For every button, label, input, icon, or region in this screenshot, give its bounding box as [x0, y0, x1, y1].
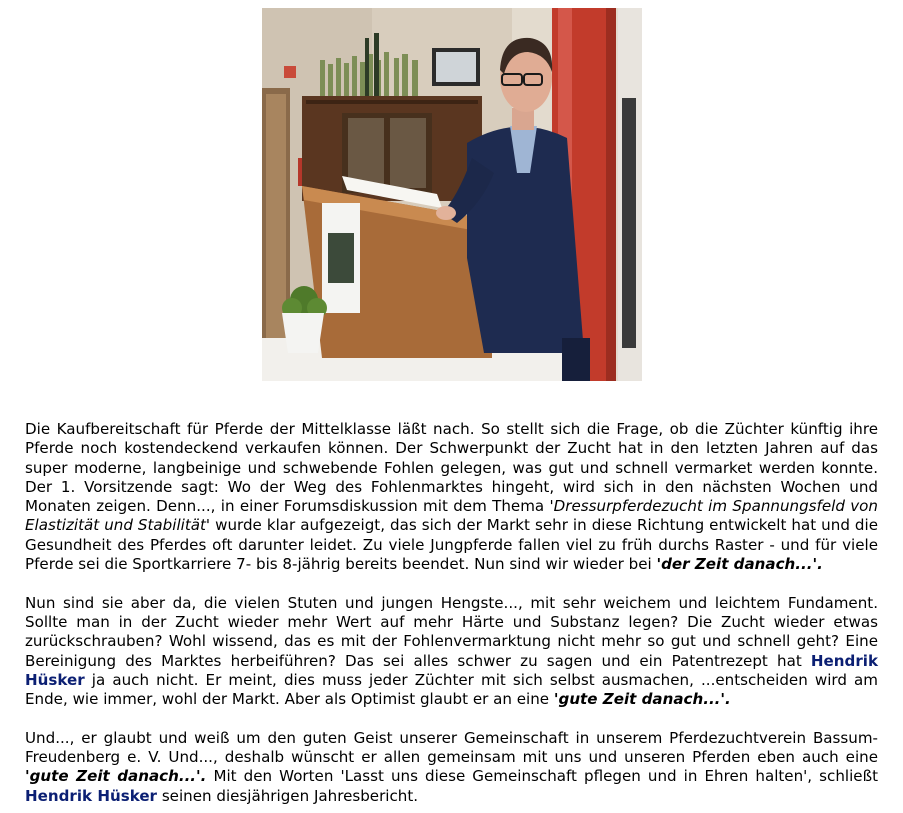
- article-paragraph-3: [25, 729, 878, 806]
- article-paragraph-1: [25, 420, 878, 574]
- highlight-phrase: 'der Zeit danach...'.: [656, 555, 823, 574]
- paragraph-text: Die Kaufbereitschaft für Pferde der Mittelklasse läßt nach. So stellt sich die Frage, ob die Züchter künftig ihre Pferde noch kostendeckend verkaufen können. Der Schwerpunkt der Zucht hat in den letzten Jahren auf das super moderne, langbeinige und schwebende Fohlen gelegen, was gut und schnell vermarket werden konnte. Der 1. Vorsitzende sagt: Wo der Weg des Fohlenmarktes hingeht, wird sich in den nächsten Wochen und Monaten zeigen. Denn..., in einer Forumsdiskussion mit dem Thema: [25, 420, 878, 516]
- paragraph-text: Und..., er glaubt und weiß um den guten Geist unserer Gemeinschaft in unserem Pferdezuchtverein Bassum-Freudenberg e. V. Und..., deshalb wünscht er allen gemeinsam mit uns und unseren Pferden eben auch eine: [25, 728, 878, 767]
- highlight-phrase: 'gute Zeit danach...'.: [25, 767, 207, 786]
- paragraph-text: Nun sind sie aber da, die vielen Stuten und jungen Hengste..., mit sehr weichem und leichtem Fundament. Sollte man in der Zucht wieder mehr Wert auf mehr Härte und Substanz legen? Die Zucht wieder etwas zurückschrauben? Wohl wissend, das es mit der Fohlenvermarktung nicht mehr so gut und schnell geht? Eine Bereinigung des Marktes herbeiführen? Das sei alles schwer zu sagen und ein Patentrezept hat: [25, 593, 878, 670]
- forum-topic-title: 'Dressurpferdezucht im Spannungsfeld von Elastizität und Stabilität': [25, 497, 878, 535]
- paragraph-text: Mit den Worten 'Lasst uns diese Gemeinschaft pflegen und in Ehren halten', schließt: [206, 767, 878, 786]
- highlight-phrase: 'gute Zeit danach...'.: [553, 690, 731, 709]
- article-paragraph-2: [25, 594, 878, 710]
- paragraph-text: ja auch nicht. Er meint, dies muss jeder Züchter mit sich selbst ausmachen, ...entscheiden wird am Ende, wie immer, wohl der Markt. Aber als Optimist glaubt er an eine: [25, 670, 878, 709]
- person-name: Hendrik Hüsker: [25, 651, 878, 689]
- person-name: Hendrik Hüsker: [25, 786, 158, 805]
- paragraph-text: seinen diesjährigen Jahresbericht.: [157, 786, 419, 805]
- paragraph-text: wurde klar aufgezeigt, das sich der Markt sehr in diese Richtung entwickelt hat und die Gesundheit des Pferdes oft darunter leidet. Zu viele Jungpferde fallen viel zu früh durchs Raster - und für viele Pferde sei die Sportkarriere 7- bis 8-jährig bereits beendet. Nun sind wir wieder bei: [25, 516, 878, 574]
- article-body: [25, 420, 878, 806]
- speaker-photo: [262, 8, 642, 381]
